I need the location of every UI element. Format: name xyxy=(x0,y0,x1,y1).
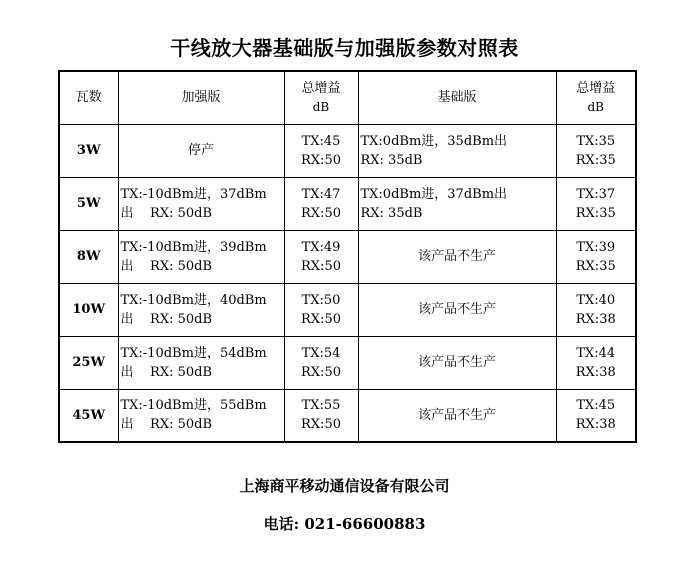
gain-enhanced-cell xyxy=(284,124,358,177)
gain-tx: TX:37 xyxy=(576,186,616,202)
basic-cell xyxy=(358,283,556,336)
watt-cell: 25W xyxy=(59,336,118,389)
basic-cell xyxy=(358,124,556,177)
table-row xyxy=(59,124,636,177)
gain-tx: TX:39 xyxy=(576,239,616,255)
enhanced-cell xyxy=(118,336,284,389)
enhanced-cell xyxy=(118,283,284,336)
basic-cell xyxy=(358,336,556,389)
header-basic: 基础版 xyxy=(358,71,556,124)
table-row xyxy=(59,230,636,283)
gain-enhanced-cell xyxy=(284,283,358,336)
table-row xyxy=(59,283,636,336)
gain-enhanced-cell xyxy=(284,230,358,283)
gain-tx: TX:45 xyxy=(576,398,616,414)
spec-table xyxy=(58,70,637,443)
enhanced-cell xyxy=(118,389,284,442)
enhanced-line: TX:-10dBm进，40dBm xyxy=(120,292,267,308)
basic-line: TX:0dBm进，35dBm出 xyxy=(360,133,508,149)
enhanced-line: 出 RX: 50dB xyxy=(120,258,213,274)
gain-rx: RX:35 xyxy=(575,205,616,221)
gain-tx: TX:35 xyxy=(576,133,616,149)
gain-basic-cell xyxy=(556,177,636,230)
table-row xyxy=(59,336,636,389)
enhanced-line: 停产 xyxy=(187,143,214,158)
gain-rx: RX:35 xyxy=(575,152,616,168)
gain-tx: TX:54 xyxy=(301,345,341,361)
basic-line: RX: 35dB xyxy=(360,205,423,221)
header-watt: 瓦数 xyxy=(59,71,118,124)
enhanced-cell xyxy=(118,177,284,230)
basic-line: 该产品不生产 xyxy=(417,355,496,370)
document-title: 干线放大器基础版与加强版参数对照表 xyxy=(170,36,519,60)
enhanced-line: 出 RX: 50dB xyxy=(120,311,213,327)
gain-rx: RX:50 xyxy=(301,152,341,168)
watt-cell: 8W xyxy=(59,230,118,283)
basic-line: RX: 35dB xyxy=(360,152,423,168)
header-gain-basic xyxy=(556,71,636,124)
enhanced-line: TX:-10dBm进，39dBm xyxy=(120,239,267,255)
table-row xyxy=(59,177,636,230)
gain-basic-cell xyxy=(556,230,636,283)
gain-rx: RX:50 xyxy=(301,417,341,433)
gain-rx: RX:38 xyxy=(575,311,616,327)
gain-rx: RX:35 xyxy=(575,258,616,274)
header-gain-basic-label: 总增益 xyxy=(576,80,616,96)
header-gain-enhanced-label: 总增益 xyxy=(301,80,341,96)
header-gain-enhanced-unit: dB xyxy=(312,99,330,114)
watt-cell: 45W xyxy=(59,389,118,442)
gain-rx: RX:38 xyxy=(575,417,616,433)
gain-enhanced-cell xyxy=(284,389,358,442)
basic-line: 该产品不生产 xyxy=(417,302,496,317)
enhanced-cell xyxy=(118,230,284,283)
gain-basic-cell xyxy=(556,283,636,336)
enhanced-line: 出 RX: 50dB xyxy=(120,364,213,380)
gain-basic-cell xyxy=(556,389,636,442)
basic-line: 该产品不生产 xyxy=(417,249,496,264)
company-name: 上海商平移动通信设备有限公司 xyxy=(239,477,450,495)
gain-tx: TX:55 xyxy=(301,398,341,414)
gain-enhanced-cell xyxy=(284,336,358,389)
gain-tx: TX:44 xyxy=(576,345,616,361)
header-enhanced: 加强版 xyxy=(118,71,284,124)
gain-rx: RX:50 xyxy=(301,364,341,380)
gain-rx: RX:50 xyxy=(301,311,341,327)
watt-cell: 3W xyxy=(59,124,118,177)
table-row xyxy=(59,389,636,442)
basic-line: TX:0dBm进，37dBm出 xyxy=(360,186,508,202)
gain-rx: RX:50 xyxy=(301,205,341,221)
enhanced-line: TX:-10dBm进，54dBm xyxy=(120,345,267,361)
basic-cell xyxy=(358,389,556,442)
gain-tx: TX:40 xyxy=(576,292,616,308)
gain-tx: TX:47 xyxy=(301,186,341,202)
header-gain-basic-unit: dB xyxy=(587,99,604,114)
table-header-row xyxy=(59,71,636,124)
basic-line: 该产品不生产 xyxy=(417,407,496,423)
gain-basic-cell xyxy=(556,336,636,389)
gain-rx: RX:50 xyxy=(301,258,341,274)
gain-tx: TX:50 xyxy=(301,292,341,308)
enhanced-line: TX:-10dBm进，37dBm xyxy=(120,186,267,202)
watt-cell: 5W xyxy=(59,177,118,230)
watt-cell: 10W xyxy=(59,283,118,336)
gain-enhanced-cell xyxy=(284,177,358,230)
gain-rx: RX:38 xyxy=(575,364,616,380)
gain-tx: TX:45 xyxy=(301,133,341,149)
header-gain-enhanced xyxy=(284,71,358,124)
gain-basic-cell xyxy=(556,124,636,177)
enhanced-line: 出 RX: 50dB xyxy=(120,417,213,433)
basic-cell xyxy=(358,230,556,283)
enhanced-line: 出 RX: 50dB xyxy=(120,205,213,221)
basic-cell xyxy=(358,177,556,230)
enhanced-line: TX:-10dBm进，55dBm xyxy=(120,398,267,414)
enhanced-cell xyxy=(118,124,284,177)
gain-tx: TX:49 xyxy=(301,239,341,255)
phone-number: 电话: 021-66600883 xyxy=(263,515,426,533)
